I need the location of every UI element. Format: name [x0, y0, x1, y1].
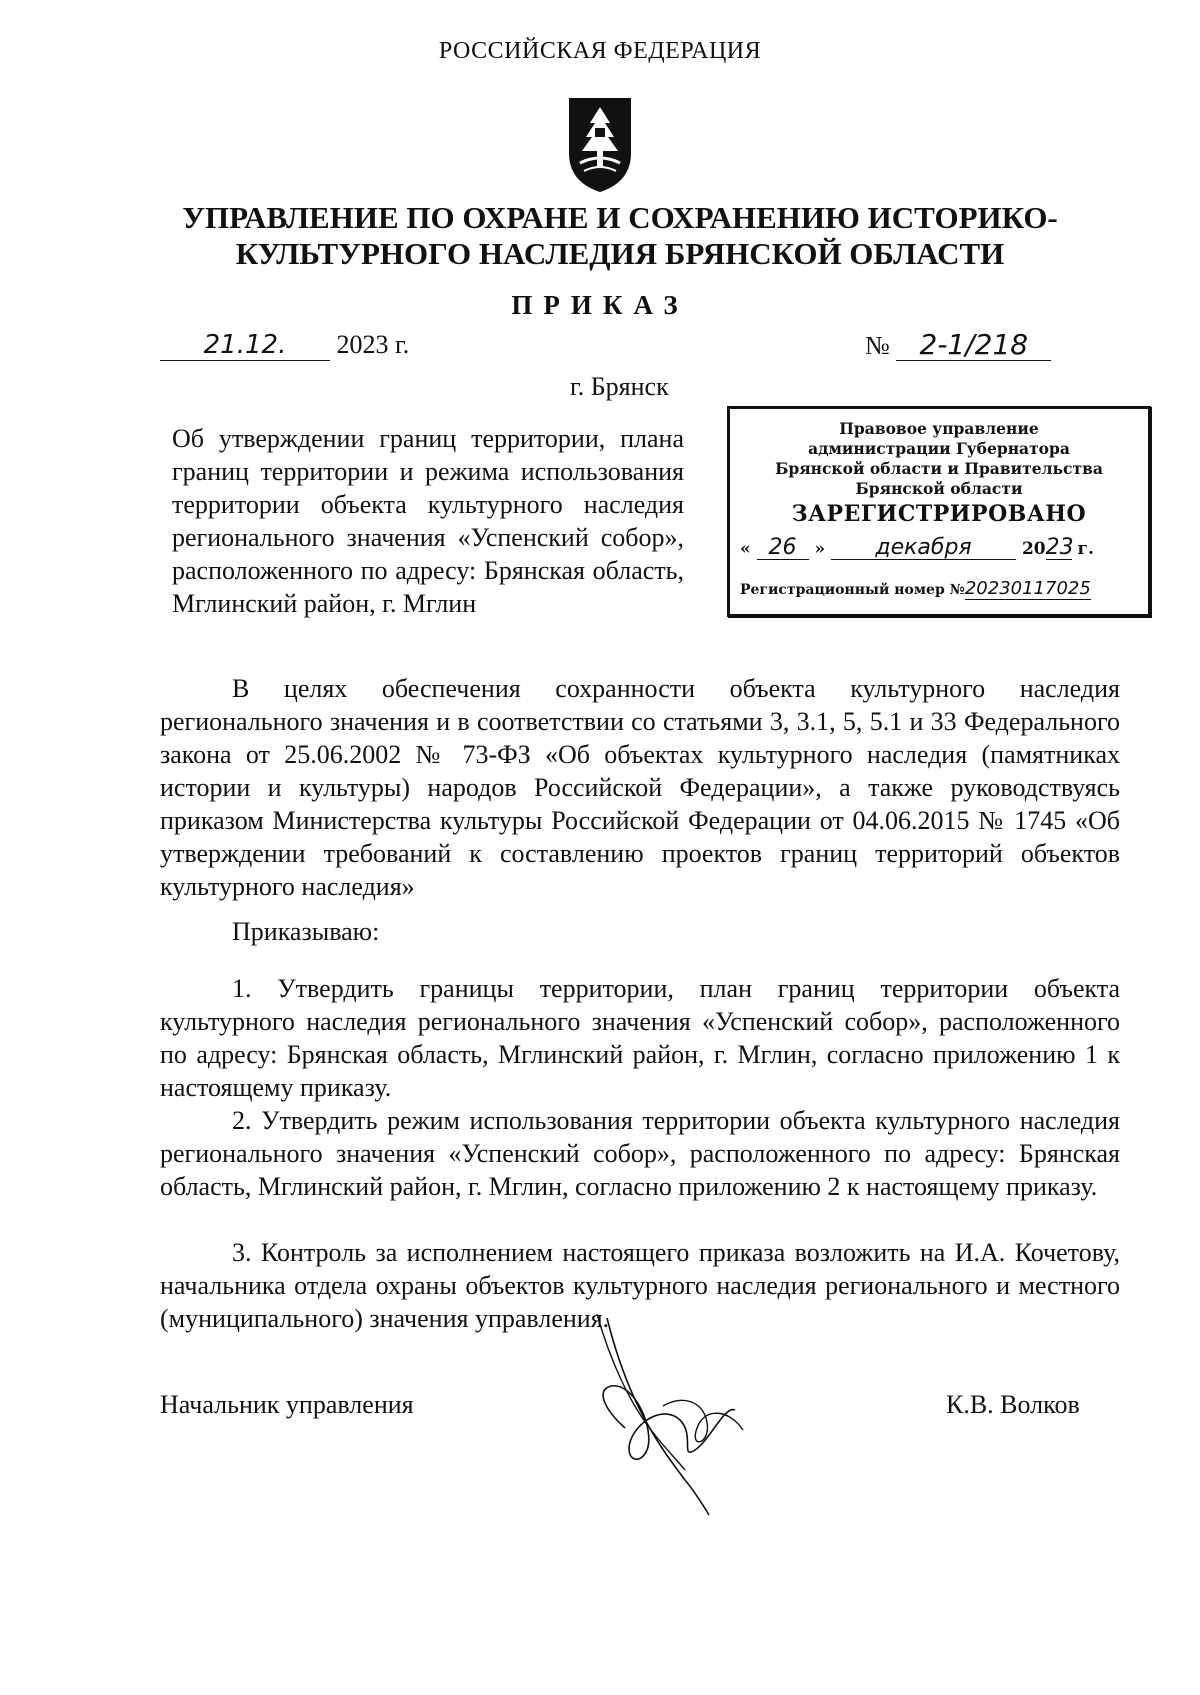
- handwritten-signature: [585, 1310, 750, 1520]
- stamp-quote-close: »: [814, 539, 826, 559]
- signatory-position: Начальник управления: [160, 1390, 414, 1419]
- order-number: [865, 330, 1051, 361]
- order-item-2: 2. Утвердить режим использования территории объекта культурного наследия регионального значения «Успенский собор», расположенного по адресу: Брянская область, Мглинский район, г. Мглин, согласно приложению 2 к настоящему приказу.: [160, 1106, 1120, 1201]
- stamp-day: 26: [757, 537, 809, 560]
- stamp-year-prefix: 20: [1021, 539, 1046, 559]
- order-year: 2023 г.: [336, 330, 410, 359]
- bryansk-coat-of-arms-icon: [566, 95, 634, 195]
- regnum-value: 20230117025: [964, 578, 1091, 599]
- preamble-paragraph: В целях обеспечения сохранности объекта культурного наследия регионального значения и в соответствии со статьями 3, 3.1, 5, 5.1 и 33 Федерального закона от 25.06.2002 № 73-ФЗ «Об объектах культурного наследия (памятниках истории и культуры) народов Российской Федерации», а также руководствуясь приказом Министерства культуры Российской Федерации от 04.06.2015 № 1745 «Об утверждении требований к составлению проектов границ территорий объектов культурного наследия»: [160, 674, 1120, 901]
- stamp-registration-number: [740, 579, 1145, 600]
- stamp-line-2: администрации Губернатора: [808, 439, 1070, 458]
- signatory-name: К.В. Волков: [946, 1390, 1080, 1419]
- stamp-registered: ЗАРЕГИСТРИРОВАНО: [791, 501, 1087, 527]
- order-word: Приказываю:: [232, 917, 380, 946]
- stamp-quote-open: «: [740, 539, 751, 559]
- stamp-line-3: Брянской области и Правительства: [775, 459, 1103, 478]
- country-header: РОССИЙСКАЯ ФЕДЕРАЦИЯ: [438, 38, 762, 64]
- document-subject: Об утверждении границ территории, плана границ территории и режима использования территории объекта культурного наследия регионального значения «Успенский собор», расположенного по адресу: Брянская область, Мглинский район, г. Мглин: [172, 424, 684, 618]
- handwritten-number: 2-1/218: [896, 330, 1051, 361]
- city: г. Брянск: [570, 372, 669, 401]
- agency-title: УПРАВЛЕНИЕ ПО ОХРАНЕ И СОХРАНЕНИЮ ИСТОРИКО-КУЛЬТУРНОГО НАСЛЕДИЯ БРЯНСКОЙ ОБЛАСТИ: [182, 200, 1058, 271]
- regnum-label: Регистрационный номер №: [740, 582, 965, 598]
- order-date: [160, 330, 409, 361]
- order-item-3: 3. Контроль за исполнением настоящего приказа возложить на И.А. Кочетову, начальника отдела охраны объектов культурного наследия регионального и местного (муниципального) значения управления.: [160, 1238, 1120, 1333]
- stamp-month: декабря: [831, 537, 1016, 560]
- stamp-year-end: г.: [1077, 539, 1094, 559]
- order-item-1: 1. Утвердить границы территории, план границ территории объекта культурного наследия регионального значения «Успенский собор», расположенного по адресу: Брянская область, Мглинский район, г. Мглин, согласно приложению 1 к настоящему приказу.: [160, 974, 1120, 1102]
- document-type: ПРИКАЗ: [511, 290, 689, 320]
- stamp-year-suffix: 23: [1045, 535, 1074, 560]
- registration-stamp: [727, 406, 1151, 617]
- handwritten-date: 21.12.: [160, 330, 330, 361]
- stamp-line-4: Брянской области: [855, 479, 1023, 498]
- stamp-line-1: Правовое управление: [839, 419, 1039, 438]
- stamp-date: [740, 537, 1140, 560]
- number-label: №: [865, 331, 890, 360]
